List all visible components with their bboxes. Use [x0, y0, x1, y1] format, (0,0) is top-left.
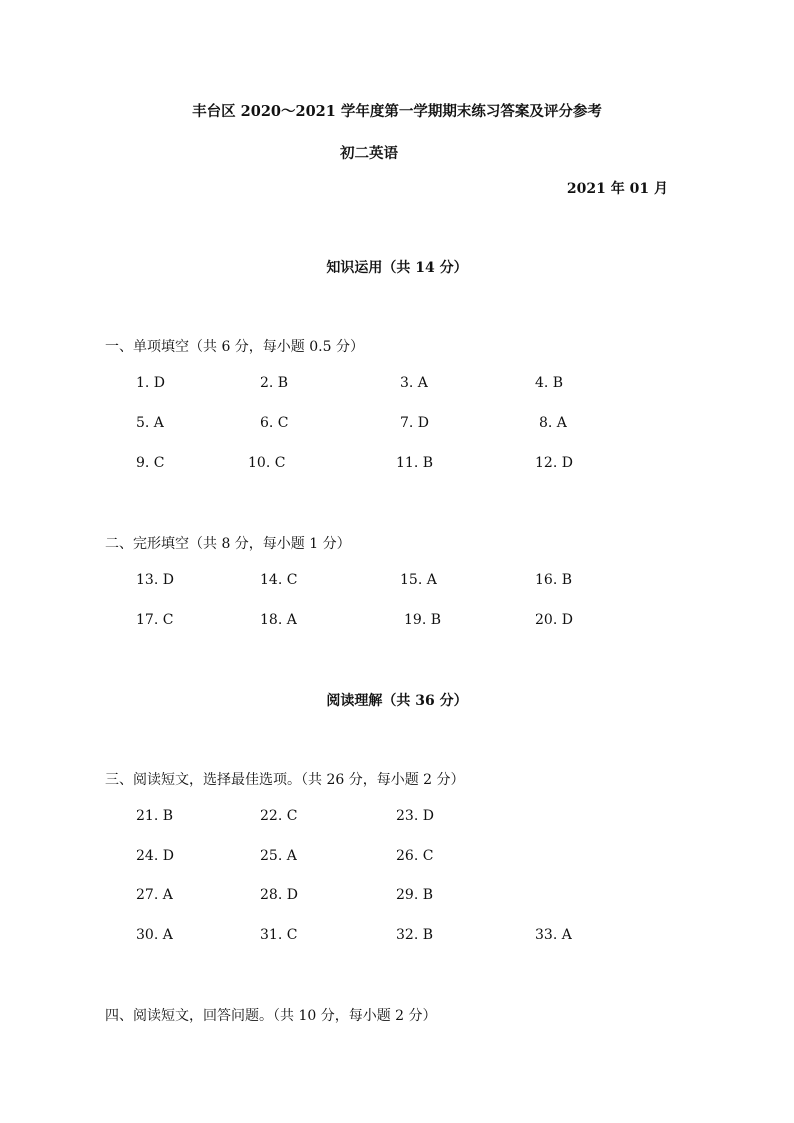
- doc-title: 丰台区 2020～2021 学年度第一学期期末练习答案及评分参考: [192, 103, 602, 120]
- answer-28: 28. D: [260, 887, 298, 903]
- answer-22: 22. C: [260, 808, 298, 824]
- section2-heading: 二、完形填空（共 8 分，每小题 1 分）: [105, 536, 351, 552]
- answer-29: 29. B: [396, 887, 434, 903]
- answer-26: 26. C: [396, 848, 434, 864]
- answer-6: 6. C: [260, 415, 289, 431]
- answer-27: 27. A: [136, 887, 173, 903]
- answer-2: 2. B: [260, 375, 289, 391]
- answer-20: 20. D: [535, 612, 573, 628]
- part2-heading: 阅读理解（共 36 分）: [326, 693, 468, 709]
- answer-5: 5. A: [136, 415, 164, 431]
- part1-heading: 知识运用（共 14 分）: [326, 260, 468, 276]
- answer-9: 9. C: [136, 455, 165, 471]
- answer-15: 15. A: [400, 572, 437, 588]
- doc-date: 2021 年 01 月: [566, 181, 668, 197]
- answer-25: 25. A: [260, 848, 297, 864]
- answer-21: 21. B: [136, 808, 174, 824]
- answer-7: 7. D: [400, 415, 430, 431]
- doc-subtitle: 初二英语: [340, 145, 398, 162]
- answer-31: 31. C: [260, 927, 298, 943]
- section4-heading: 四、阅读短文，回答问题。（共 10 分，每小题 2 分）: [105, 1008, 437, 1024]
- answer-1: 1. D: [136, 375, 166, 391]
- answer-17: 17. C: [136, 612, 174, 628]
- section1-heading: 一、单项填空（共 6 分，每小题 0.5 分）: [105, 339, 364, 355]
- answer-33: 33. A: [535, 927, 572, 943]
- answer-24: 24. D: [136, 848, 174, 864]
- answer-3: 3. A: [400, 375, 428, 391]
- section3-heading: 三、阅读短文，选择最佳选项。（共 26 分，每小题 2 分）: [105, 772, 465, 788]
- answer-18: 18. A: [260, 612, 297, 628]
- answer-11: 11. B: [396, 455, 434, 471]
- answer-30: 30. A: [136, 927, 173, 943]
- answer-16: 16. B: [535, 572, 573, 588]
- answer-12: 12. D: [535, 455, 573, 471]
- answer-32: 32. B: [396, 927, 434, 943]
- answer-13: 13. D: [136, 572, 174, 588]
- answer-10: 10. C: [248, 455, 286, 471]
- answer-4: 4. B: [535, 375, 564, 391]
- answer-19: 19. B: [404, 612, 442, 628]
- answer-8: 8. A: [539, 415, 567, 431]
- answer-14: 14. C: [260, 572, 298, 588]
- answer-23: 23. D: [396, 808, 434, 824]
